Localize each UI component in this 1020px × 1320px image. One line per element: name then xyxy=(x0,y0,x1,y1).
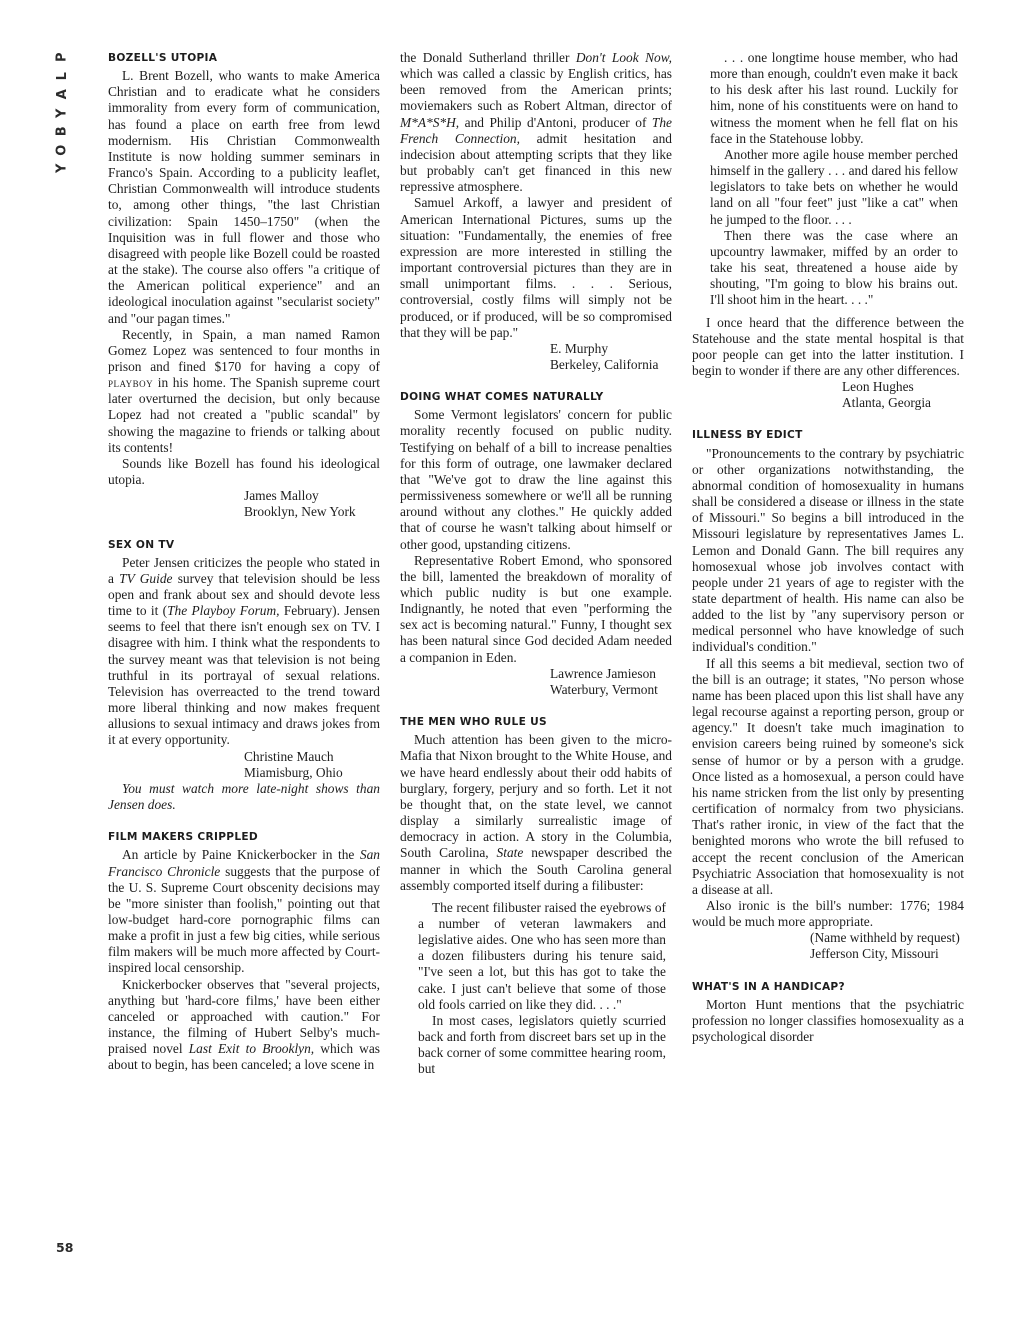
paragraph: Also ironic is the bill's number: 1776; 1984 would be much more appropriate. xyxy=(692,897,964,930)
publication-name: TV Guide xyxy=(119,570,173,586)
section-heading-sex-on-tv: SEX ON TV xyxy=(108,538,175,551)
signature-name: (Name withheld by request) xyxy=(810,930,960,946)
quote-paragraph: Then there was the case where an upcountry lawmaker, miffed by an order to take his seat, threatened a house aide by shouting, "I'm going to blow his brains out. I'll shoot him in the heart. . . ." xyxy=(710,227,958,308)
text-run: which was about to begin, has been canceled; a love scene in xyxy=(108,1041,380,1073)
signature-place: Waterbury, Vermont xyxy=(550,681,658,697)
masthead-letter: Y xyxy=(54,108,70,118)
title-name: M*A*S*H, xyxy=(400,114,460,130)
text-run: Recently, in Spain, a man named Ramon Gomez Lopez was sentenced to four months in prison and fined $170 for having a copy of xyxy=(108,326,380,374)
text-run: in his home. The Spanish supreme court later overturned the decision, but only because Lopez had not created a "public scandal" by showing the magazine to friends or talking about its contents! xyxy=(108,375,380,455)
signature-name: Christine Mauch xyxy=(244,748,334,764)
column-2 xyxy=(400,50,672,1084)
title-name: Don't Look Now, xyxy=(575,50,672,65)
text-run: the Donald Sutherland thriller xyxy=(400,50,576,65)
masthead-playboy xyxy=(50,48,76,178)
signature xyxy=(400,666,672,698)
text-run: and Philip d'Antoni, producer of xyxy=(459,114,652,130)
paragraph xyxy=(108,847,380,976)
text-run: Much attention has been given to the micro-Mafia that Nixon brought to the White House, and we have heard endlessly about their odd habits of burglary, forgery, perjury and so forth. Let it not be thought that, on the state level, we cannot display a similarly surrealistic image of democracy in action. A story in the Columbia, South Carolina, xyxy=(400,732,672,861)
section-heading-whats-in-a-handicap: WHAT'S IN A HANDICAP? xyxy=(692,980,845,993)
paragraph xyxy=(108,327,380,456)
paragraph: "Pronouncements to the contrary by psychiatric or other organizations notwithstanding, the abnormal condition of homosexuality in humans shall be considered a disease or illness in the state of Missouri." So begins a bill introduced in the Missouri legislature by representatives James L. Lemon and Donald Gann. The bill requires any homosexual whose job involves contact with people under 21 years of age to register with the state department of health. His name can also be added to the list by "any supervisory person or medical personnel who have knowledge of such individual's condition." xyxy=(692,445,964,655)
text-run: Peter Jensen criticizes the people who stated in a xyxy=(108,554,380,586)
paragraph: Representative Robert Emond, who sponsored the bill, lamented the breakdown of morality of which public nudity is but one example. Indignantly, he noted that even "performing the sex act is becoming natural." Funny, I thought sex has been natural since God decided Adam needed a companion in Eden. xyxy=(400,552,672,665)
section-heading-illness-by-edict: ILLNESS BY EDICT xyxy=(692,429,803,442)
text-run: admit hesitation and indecision about attempting scripts that they like but probably can't get financed in this new repressive atmosphere. xyxy=(400,130,672,195)
text-run: February). Jensen seems to feel that there isn't enough sex on TV. I disagree with him. I think what the respondents to the survey meant was that television is not being truthful in its portrayal of sexual relations. Television has overreacted to the trend toward more liberal thinking and now makes frequent allusions to sexual intimacy and draws jokes from it at every opportunity. xyxy=(108,603,380,748)
quote-paragraph: The recent filibuster raised the eyebrows of a number of veteran lawmakers and legislative aides. One who has seen more than a dozen filibusters during his tenure said, "I've seen a lot, but this has got to take the cake. I just can't believe that some of those old fools carried on like they did. . . ." xyxy=(418,899,666,1012)
section-heading-doing-what-comes-naturally: DOING WHAT COMES NATURALLY xyxy=(400,391,604,404)
quote-paragraph: . . . one longtime house member, who had more than enough, couldn't even make it back to his desk after his last round. Luckily for him, none of his constituents were on hand to witness the moment when he fell flat on his face in the Statehouse lobby. xyxy=(710,50,958,146)
masthead-letter: O xyxy=(54,144,70,156)
paragraph xyxy=(108,977,380,1074)
paragraph: Sounds like Bozell has found his ideological utopia. xyxy=(108,455,380,488)
title-name: The French Connection, xyxy=(400,114,672,146)
signature xyxy=(400,341,672,373)
text-run: Knickerbocker observes that "several projects, anything but 'hard-core films,' have been either canceled or approached with caution." For instance, the filming of Hubert Selby's much-praised novel xyxy=(108,976,380,1057)
signature-name: James Malloy xyxy=(244,488,319,504)
paragraph xyxy=(400,732,672,894)
paragraph: I once heard that the difference between the Statehouse and the state mental hospital is that poor people can get into the latter institution. I begin to wonder if there are any other differences. xyxy=(692,314,964,378)
editor-note: You must watch more late-night shows than Jensen does. xyxy=(108,780,380,813)
signature-place: Atlanta, Georgia xyxy=(842,395,931,411)
masthead-letter: Y xyxy=(54,163,70,173)
block-quote xyxy=(400,900,672,1078)
signature-name: E. Murphy xyxy=(550,340,609,356)
section-heading-bozells-utopia: BOZELL'S UTOPIA xyxy=(108,52,218,64)
paragraph xyxy=(108,555,380,749)
signature-place: Brooklyn, New York xyxy=(244,504,356,520)
paragraph: L. Brent Bozell, who wants to make America Christian and to eradicate what he considers immorality from every form of communication, has found a place on earth free from lewd modernism. His Christian Commonwealth Institute is now holding summer seminars in Franco's Spain. According to a publicity leaflet, Christian Commonwealth will introduce students to, among other things, "the last Christian civilization: Spain 1450–1750" (when the Inquisition was in full flower and those who disagreed with people like Bozell could be roasted at the stake). The course also offers "a critique of the American political experience" and an ideological inoculation against "secularist society" and "our pagan times." xyxy=(108,68,380,326)
text-run: survey that television should be less open and frank about sex and should devote less time to it ( xyxy=(108,570,380,619)
page-number: 58 xyxy=(56,1240,74,1255)
section-heading-film-makers-crippled: FILM MAKERS CRIPPLED xyxy=(108,831,259,844)
signature-name: Leon Hughes xyxy=(842,379,914,395)
text-run: which was called a classic by English critics, has been removed from the American prints; moviemakers such as Robert Altman, director of xyxy=(400,66,672,114)
column-3 xyxy=(692,50,964,1045)
publication-name: State xyxy=(496,845,524,861)
quote-paragraph: In most cases, legislators quietly scurried back and forth from discreet bars set up in the back corner of some committee hearing room, but xyxy=(418,1012,666,1077)
signature xyxy=(108,749,380,781)
signature-name: Lawrence Jamieson xyxy=(550,665,656,681)
text-run: newspaper described the manner in which the South Carolina general assembly comported itself during a filibuster: xyxy=(400,845,672,893)
column-1 xyxy=(108,50,380,1074)
text-run: An article by Paine Knickerbocker in the xyxy=(122,847,360,863)
masthead-letter: P xyxy=(54,52,70,63)
signature-place: Jefferson City, Missouri xyxy=(810,946,939,962)
signature xyxy=(692,930,964,962)
signature xyxy=(692,379,964,411)
quote-paragraph: Another more agile house member perched himself in the gallery . . . and dared his fellow legislators to take bets on whether he would land on all "four feet" just "like a cat" when he jumped to the floor. . . . xyxy=(710,146,958,227)
signature-place: Miamisburg, Ohio xyxy=(244,764,343,780)
masthead-letter: A xyxy=(54,89,70,100)
paragraph: If all this seems a bit medieval, section two of the bill is an outrage; it states, "No person whose name has been placed upon this list shall have any legal recourse against a reporting person, group or agency." It doesn't take much imagination to envision careers being ruined by someone's sick sense of humor or by a person with a grudge. Once listed as a homosexual, a person could have his name stricken from the list only by presenting certification of normalcy from two physicians. That's rather ironic, in view of the fact that the benighted morons who wrote the bill refused to accept the recent conclusion of the American Psychiatric Association that homosexuality is not a disease at all. xyxy=(692,655,964,897)
text-run: suggests that the purpose of the U. S. Supreme Court obscenity decisions may be "more sinister than foolish," pointing out that low-budget hard-core pornographic films can make a profit in just a few big cities, while serious film makers will be much more affected by Court-inspired local censorship. xyxy=(108,863,380,976)
publication-name: The Playboy Forum, xyxy=(167,603,280,619)
title-name: Last Exit to Brooklyn, xyxy=(188,1041,315,1057)
paragraph: Samuel Arkoff, a lawyer and president of American International Pictures, sums up the situation: "Fundamentally, the enemies of free expression are more interested in stilling the important controversial pictures than they are in small unimportant films. . . . Serious, controversial, costly films will simply not be produced, or if produced, will be so compromised that they will be pap." xyxy=(400,195,672,340)
paragraph-continued xyxy=(400,50,672,195)
paragraph: Morton Hunt mentions that the psychiatric profession no longer classifies homosexuality as a psychological disorder xyxy=(692,996,964,1045)
paragraph: Some Vermont legislators' concern for public morality recently focused on public nudity. Testifying on behalf of a bill to increase penalties for this form of outrage, one lawmaker declared that "We've got to draw the line against this permissiveness somewhere or we'll all be running around without any clothes." He quickly added that of course he wasn't talking about himself or other good, upstanding citizens. xyxy=(400,407,672,552)
signature-place: Berkeley, California xyxy=(550,356,659,372)
signature xyxy=(108,488,380,520)
block-quote-continued xyxy=(692,50,964,309)
masthead-letter: L xyxy=(54,71,70,80)
publication-name: San Francisco Chronicle xyxy=(108,847,380,879)
masthead-letter: B xyxy=(54,126,70,137)
section-heading-the-men-who-rule-us: THE MEN WHO RULE US xyxy=(400,716,547,729)
magazine-name: playboy xyxy=(108,375,154,391)
